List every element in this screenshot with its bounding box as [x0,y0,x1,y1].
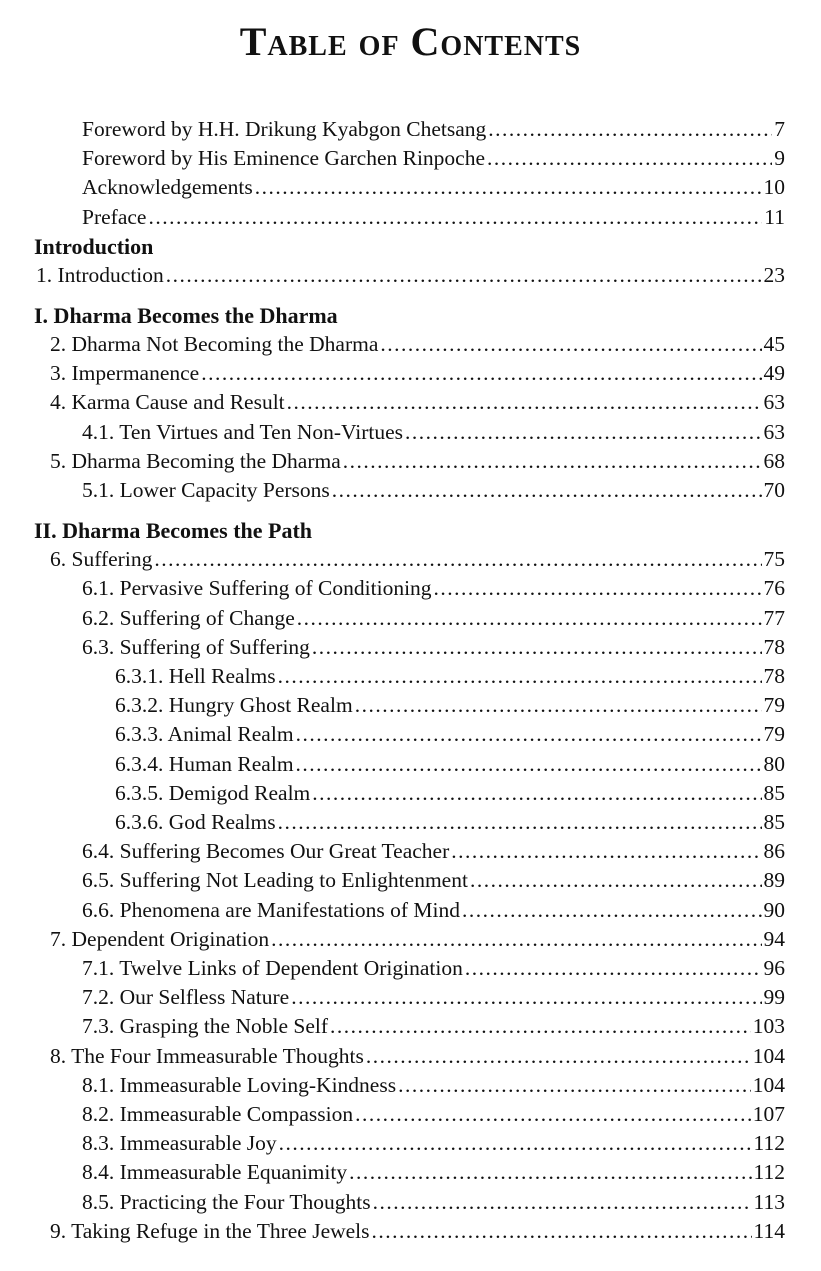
toc-entry-page-number: 79 [763,693,785,718]
toc-entry-title: 4.1. Ten Virtues and Ten Non-Virtues [82,419,404,444]
toc-entry[interactable] [50,388,785,417]
dot-leader [201,359,761,388]
toc-entry-page-number: 85 [763,810,785,834]
dot-leader [330,1012,751,1041]
toc-entry-page-number: 76 [763,576,785,601]
toc-entry-page-number: 63 [763,419,785,444]
toc-entry-title: 6.3. Suffering of Suffering [82,634,310,659]
toc-entry[interactable] [82,633,785,662]
toc-entry[interactable] [50,359,785,388]
toc-entry-title: 8.5. Practicing the Four Thoughts [82,1189,371,1214]
toc-entry-page-number: 80 [763,751,785,776]
toc-entry-page-number: 104 [752,1043,785,1068]
dot-leader [398,1071,751,1100]
dot-leader [279,1129,752,1158]
toc-entry-page-number: 86 [763,839,785,864]
section-heading: I. Dharma Becomes the Dharma [34,303,338,328]
toc-entry-title: Acknowledgements [82,175,253,200]
toc-entry[interactable] [82,1129,785,1158]
dot-leader [278,808,762,837]
toc-entry[interactable] [82,1100,785,1129]
toc-entry[interactable] [82,896,785,925]
toc-entry-page-number: 63 [763,390,785,415]
toc-entry-page-number: 45 [763,332,785,356]
toc-entry-title: 9. Taking Refuge in the Three Jewels [50,1218,370,1243]
toc-entry-title: 7.2. Our Selfless Nature [82,985,290,1010]
toc-entry[interactable] [115,750,785,779]
toc-entry[interactable] [115,720,785,749]
toc-entry-title: 8.4. Immeasurable Equanimity [82,1160,348,1185]
toc-entry-title: 6.3.5. Demigod Realm [115,780,311,805]
toc-entry[interactable] [82,1158,785,1187]
toc-entry-title: 5.1. Lower Capacity Persons [82,478,330,502]
dot-leader [296,750,762,779]
toc-entry-page-number: 99 [763,985,785,1010]
toc-entry-title: 6.1. Pervasive Suffering of Conditioning [82,576,432,601]
section-heading: Introduction [34,233,154,259]
toc-entry[interactable] [82,866,785,895]
toc-entry-page-number: 94 [763,926,785,951]
toc-entry-page-number: 78 [763,664,785,688]
toc-entry-title: 6.3.3. Animal Realm [115,722,294,747]
dot-leader [297,604,762,633]
toc-entry-page-number: 112 [753,1131,785,1156]
dot-leader [487,144,772,173]
toc-entry[interactable] [82,983,785,1012]
dot-leader [166,261,762,290]
dot-leader [355,1100,751,1129]
toc-entry-title: 3. Impermanence [50,361,200,386]
toc-entry-page-number: 79 [763,722,785,747]
toc-entry[interactable] [82,203,785,232]
toc-entry[interactable] [50,545,785,574]
toc-entry[interactable] [82,173,785,202]
toc-entry-page-number: 114 [753,1218,785,1243]
toc-entry-page-number: 68 [763,448,785,473]
toc-entry[interactable] [82,115,785,144]
toc-entry-page-number: 77 [763,605,785,630]
dot-leader [296,720,762,749]
toc-entry-page-number: 113 [753,1189,785,1214]
toc-entry[interactable] [82,574,785,603]
toc-entry-title: Preface [82,204,147,229]
dot-leader [349,1158,751,1187]
toc-entry-title: Foreword by His Eminence Garchen Rinpoche [82,146,486,171]
dot-leader [271,925,761,954]
dot-leader [434,574,762,603]
toc-entry-page-number: 104 [752,1072,785,1097]
toc-entry-page-number: 49 [763,361,785,386]
toc-entry-title: 6.3.6. God Realms [115,810,276,834]
toc-entry[interactable] [82,476,785,505]
toc-entry-page-number: 78 [763,634,785,659]
dot-leader [287,388,762,417]
toc-entry-title: 6.3.1. Hell Realms [115,664,276,688]
toc-entry-page-number: 103 [752,1014,785,1039]
toc-entry[interactable] [36,261,785,290]
toc-entry-title: 6. Suffering [50,547,153,572]
toc-entry[interactable] [50,330,785,359]
dot-leader [278,662,762,691]
toc-entry-title: 7.1. Twelve Links of Dependent Origination [82,956,463,980]
toc-entry[interactable] [82,418,785,447]
toc-entry[interactable] [82,954,785,983]
dot-leader [451,837,761,866]
toc-entry-title: 6.3.2. Hungry Ghost Realm [115,693,353,718]
toc-entry-page-number: 9 [774,146,785,171]
toc-entry[interactable] [82,1071,785,1100]
toc-entry[interactable] [115,691,785,720]
dot-leader [366,1042,751,1071]
toc-entry-title: 6.5. Suffering Not Leading to Enlightenment [82,868,468,893]
toc-entry-page-number: 107 [752,1102,785,1126]
toc-entry[interactable] [82,1012,785,1041]
dot-leader [373,1188,752,1217]
dot-leader [312,779,761,808]
dot-leader [312,633,762,662]
toc-entry-page-number: 70 [763,478,785,502]
toc-entry-page-number: 85 [763,780,785,805]
toc-entry-page-number: 75 [763,547,785,572]
toc-entry-title: 7. Dependent Origination [50,926,270,951]
toc-entry-page-number: 96 [763,956,785,980]
dot-leader [488,115,772,144]
toc-entry-title: 7.3. Grasping the Noble Self [82,1014,329,1039]
toc-entry[interactable] [50,1042,785,1071]
toc-entry-title: 6.2. Suffering of Change [82,605,295,630]
toc-entry-page-number: 7 [774,117,785,141]
toc-entry[interactable] [50,925,785,954]
dot-leader [462,896,762,925]
dot-leader [291,983,761,1012]
toc-entry[interactable] [115,662,785,691]
dot-leader [255,173,762,202]
dot-leader [332,476,762,505]
toc-entry-page-number: 112 [753,1160,785,1185]
toc-entry-page-number: 11 [764,204,785,229]
section-heading: II. Dharma Becomes the Path [34,518,313,544]
toc-entry-page-number: 90 [763,897,785,922]
toc-entry-title: Foreword by H.H. Drikung Kyabgon Chetsang [82,117,487,141]
toc-entry-title: 4. Karma Cause and Result [50,390,285,415]
dot-leader [154,545,761,574]
toc-entry[interactable] [50,1217,785,1246]
toc-entry-title: 8.2. Immeasurable Compassion [82,1102,354,1126]
toc-entry-title: 1. Introduction [36,262,164,287]
dot-leader [148,203,762,232]
toc-entry-title: 8.3. Immeasurable Joy [82,1131,277,1156]
toc-entry-page-number: 23 [763,262,785,287]
dot-leader [405,418,761,447]
dot-leader [355,691,762,720]
dot-leader [380,330,761,359]
toc-entry-title: 8.1. Immeasurable Loving-Kindness [82,1072,397,1097]
toc-entry[interactable] [82,604,785,633]
dot-leader [343,447,762,476]
toc-entry[interactable] [50,447,785,476]
toc-entry-title: 6.6. Phenomena are Manifestations of Mind [82,897,460,922]
page-title: Table of Contents [239,19,582,64]
toc-entry-page-number: 89 [763,868,785,893]
toc-entry-title: 2. Dharma Not Becoming the Dharma [50,332,379,356]
dot-leader [465,954,762,983]
toc-entry-page-number: 10 [763,175,785,200]
toc-entry[interactable] [115,808,785,837]
dot-leader [372,1217,752,1246]
toc-entry[interactable] [82,144,785,173]
toc-entry[interactable] [115,779,785,808]
toc-entry-title: 5. Dharma Becoming the Dharma [50,448,341,473]
toc-entry-title: 8. The Four Immeasurable Thoughts [50,1043,364,1068]
dot-leader [470,866,762,895]
toc-entry-title: 6.3.4. Human Realm [115,751,294,776]
toc-entry-title: 6.4. Suffering Becomes Our Great Teacher [82,839,450,864]
toc-entry[interactable] [82,837,785,866]
toc-entry[interactable] [82,1188,785,1217]
